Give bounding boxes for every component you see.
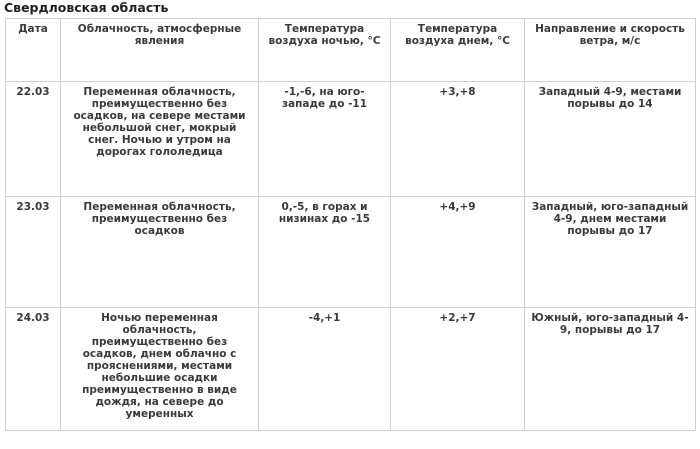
- header-clouds: Облачность, атмосферные явления: [61, 19, 259, 82]
- cell-wind: Западный, юго-западный 4-9, днем местами порывы до 17: [525, 197, 696, 308]
- cell-temp-day: +2,+7: [391, 308, 525, 431]
- cell-temp-night: -4,+1: [259, 308, 391, 431]
- cell-date: 23.03: [6, 197, 61, 308]
- header-temp-night: Температура воздуха ночью, °С: [259, 19, 391, 82]
- table-row: [6, 197, 696, 308]
- cell-wind: Южный, юго-западный 4-9, порывы до 17: [525, 308, 696, 431]
- cell-temp-day: +4,+9: [391, 197, 525, 308]
- cell-clouds: Переменная облачность, преимущественно без осадков: [61, 197, 259, 308]
- table-row: [6, 308, 696, 431]
- forecast-table: [5, 18, 696, 431]
- cell-wind: Западный 4-9, местами порывы до 14: [525, 82, 696, 197]
- header-wind: Направление и скорость ветра, м/с: [525, 19, 696, 82]
- header-date: Дата: [6, 19, 61, 82]
- cell-date: 22.03: [6, 82, 61, 197]
- header-temp-day: Температура воздуха днем, °С: [391, 19, 525, 82]
- cell-temp-night: 0,-5, в горах и низинах до -15: [259, 197, 391, 308]
- table-row: [6, 82, 696, 197]
- cell-clouds: Переменная облачность, преимущественно без осадков, на севере местами небольшой снег, мокрый снег. Ночью и утром на дорогах гололедица: [61, 82, 259, 197]
- cell-clouds: Ночью переменная облачность, преимущественно без осадков, днем облачно с прояснениями, местами небольшие осадки преимущественно в виде дождя, на севере до умеренных: [61, 308, 259, 431]
- table-header-row: [6, 19, 696, 82]
- cell-temp-night: -1,-6, на юго-западе до -11: [259, 82, 391, 197]
- cell-temp-day: +3,+8: [391, 82, 525, 197]
- page-title: Свердловская область: [4, 0, 169, 15]
- cell-date: 24.03: [6, 308, 61, 431]
